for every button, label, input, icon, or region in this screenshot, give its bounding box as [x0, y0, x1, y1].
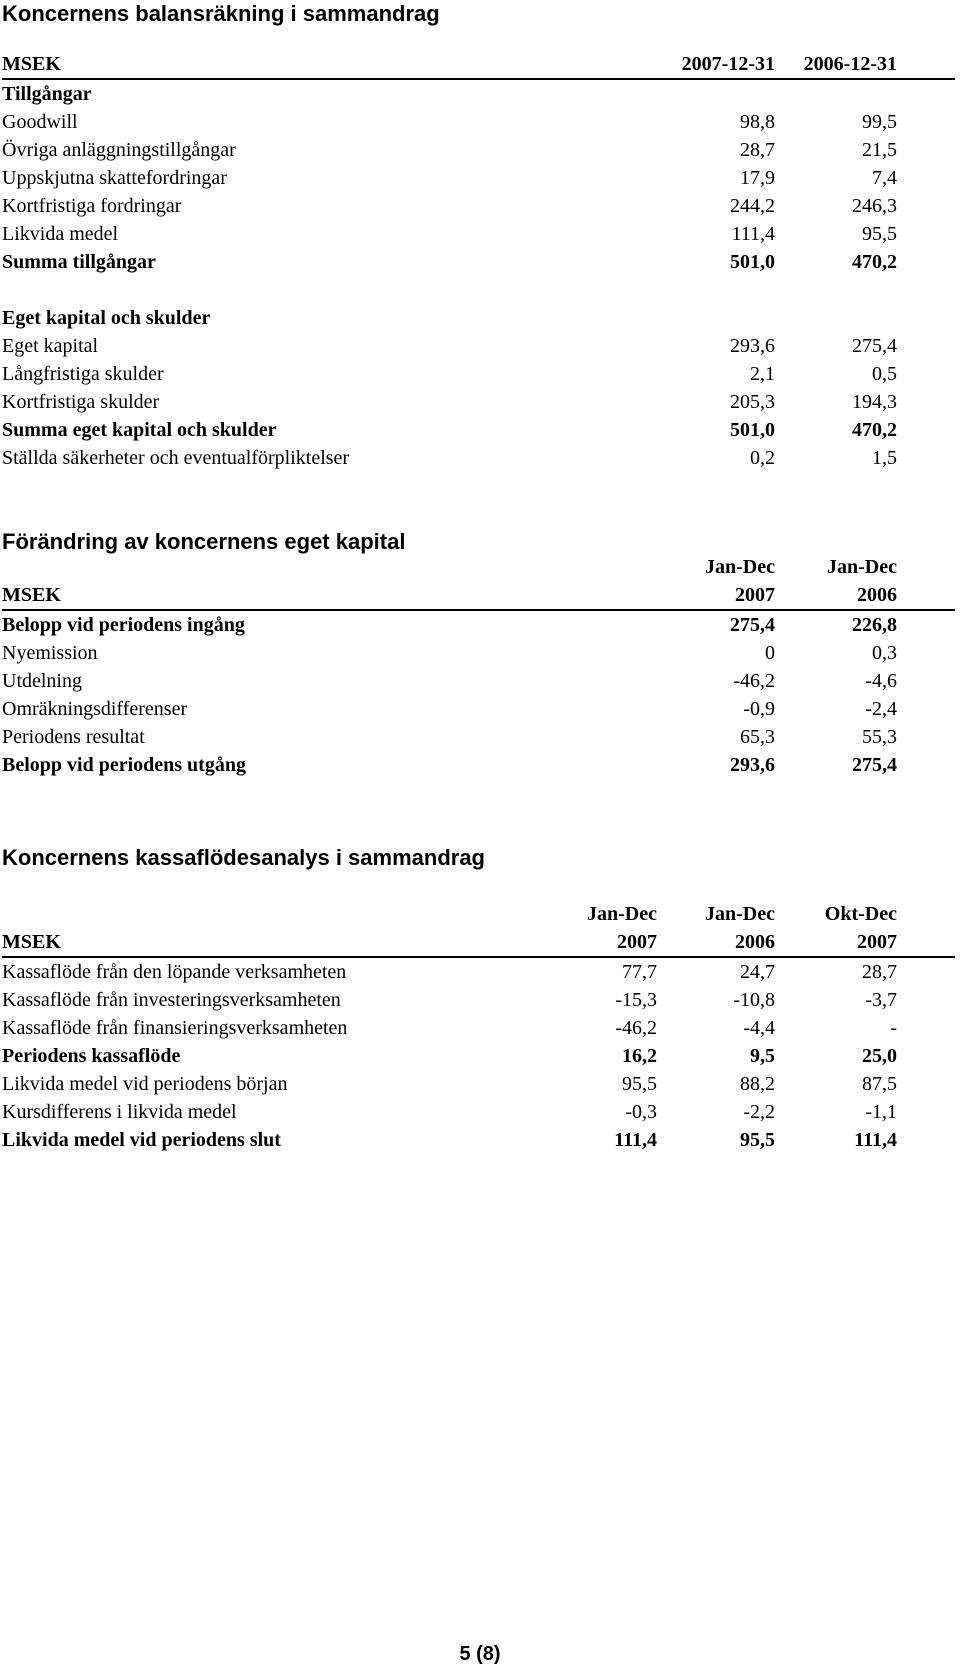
equity-table: [2, 553, 955, 779]
table-row: [2, 611, 955, 639]
table-row-label: Periodens kassaflöde: [2, 1045, 181, 1067]
table-row-label: Kassaflöde från finansieringsverksamheten: [2, 1017, 348, 1039]
table-row-label: Likvida medel vid periodens början: [2, 1073, 288, 1095]
table-row-value-1: 293,6: [730, 335, 775, 357]
column-header-value-2: 2006: [857, 584, 897, 606]
table-row: [2, 416, 955, 444]
table-row-value-2: 95,5: [862, 223, 897, 245]
cashflow-title: Koncernens kassaflödesanalys i sammandrag: [2, 845, 485, 870]
table-row-label: Kassaflöde från investeringsverksamheten: [2, 989, 341, 1011]
table-row-label: Goodwill: [2, 111, 78, 133]
table-row-value-1: 111,4: [614, 1129, 657, 1151]
table-row-value-2: 1,5: [872, 447, 897, 469]
table-row-value-1: 111,4: [731, 223, 775, 245]
table-row-label: Ställda säkerheter och eventualförpliktelser: [2, 447, 350, 469]
table-row-value-2: 275,4: [852, 335, 897, 357]
table-row-value-2: 470,2: [852, 419, 897, 441]
table-row-value-1: 28,7: [740, 139, 775, 161]
table-row-value-1: -0,9: [743, 698, 775, 720]
table-row: [2, 108, 955, 136]
table-row: [2, 192, 955, 220]
table-row-value-3: -3,7: [865, 989, 897, 1011]
table-row-label: Uppskjutna skattefordringar: [2, 167, 227, 189]
table-row-label: Utdelning: [2, 670, 82, 692]
table-row-value-1: 293,6: [730, 754, 775, 776]
table-row: [2, 360, 955, 388]
column-header-period: [2, 553, 955, 581]
table-row-label: Eget kapital: [2, 335, 99, 357]
table-row-value-1: 65,3: [740, 726, 775, 748]
table-row-label: Övriga anläggningstillgångar: [2, 139, 236, 161]
column-header-period-value-2: Jan-Dec: [827, 556, 897, 578]
column-header-value-3: 2007: [857, 931, 897, 953]
table-row-label: Nyemission: [2, 642, 98, 664]
table-row-label: Periodens resultat: [2, 726, 145, 748]
column-header-period-value-1: Jan-Dec: [587, 903, 657, 925]
equity-title: Förändring av koncernens eget kapital: [2, 529, 406, 554]
column-header-period-value-1: Jan-Dec: [705, 556, 775, 578]
table-row-value-2: 226,8: [852, 614, 897, 636]
table-row-value-2: 0,5: [872, 363, 897, 385]
table-row-label: Belopp vid periodens ingång: [2, 614, 245, 636]
table-row-value-1: 244,2: [730, 195, 775, 217]
table-row-value-2: 95,5: [740, 1129, 775, 1151]
table-row-value-1: 205,3: [730, 391, 775, 413]
table-row-value-1: 17,9: [740, 167, 775, 189]
table-row-value-2: 7,4: [872, 167, 897, 189]
table-row: [2, 444, 955, 472]
table-row: [2, 164, 955, 192]
table-row-value-1: -46,2: [615, 1017, 657, 1039]
table-row-value-2: -2,2: [743, 1101, 775, 1123]
table-row-value-1: 501,0: [730, 419, 775, 441]
column-header-label: MSEK: [2, 584, 61, 606]
table-row: [2, 332, 955, 360]
table-row-value-2: 275,4: [852, 754, 897, 776]
table-row: [2, 1042, 955, 1070]
table-row-value-3: 87,5: [862, 1073, 897, 1095]
table-row: [2, 248, 955, 276]
table-row-value-2: 9,5: [750, 1045, 775, 1067]
column-header-period: [2, 900, 955, 928]
table-row: [2, 136, 955, 164]
table-row-value-3: 28,7: [862, 961, 897, 983]
table-row-value-2: -4,4: [743, 1017, 775, 1039]
table-row-value-2: -2,4: [865, 698, 897, 720]
table-row-label: Belopp vid periodens utgång: [2, 754, 246, 776]
table-row-value-3: 111,4: [854, 1129, 897, 1151]
table-row-value-3: -1,1: [865, 1101, 897, 1123]
table-row: [2, 80, 955, 108]
row-spacer: [2, 276, 955, 304]
table-row-value-2: 24,7: [740, 961, 775, 983]
table-row: [2, 1014, 955, 1042]
balance-table: [2, 50, 955, 472]
table-row-label: Omräkningsdifferenser: [2, 698, 188, 720]
table-row-value-1: 0,2: [750, 447, 775, 469]
table-row-label: Kursdifferens i likvida medel: [2, 1101, 237, 1123]
table-row-value-1: -46,2: [733, 670, 775, 692]
table-row-value-1: 16,2: [622, 1045, 657, 1067]
table-row-label: Eget kapital och skulder: [2, 307, 211, 329]
table-row-label: Kortfristiga skulder: [2, 391, 160, 413]
table-row: [2, 304, 955, 332]
column-header-value-2: 2006-12-31: [803, 53, 897, 75]
table-row-label: Summa tillgångar: [2, 251, 156, 273]
table-row-value-3: 25,0: [862, 1045, 897, 1067]
table-row-value-1: 501,0: [730, 251, 775, 273]
table-row: [2, 1126, 955, 1154]
table-row-value-1: 77,7: [622, 961, 657, 983]
table-row-label: Kortfristiga fordringar: [2, 195, 182, 217]
table-row: [2, 388, 955, 416]
table-row-value-2: -4,6: [865, 670, 897, 692]
table-row-value-3: -: [890, 1017, 897, 1039]
table-row-value-2: -10,8: [733, 989, 775, 1011]
table-row-value-2: 0,3: [872, 642, 897, 664]
table-row: [2, 723, 955, 751]
table-row-value-1: -0,3: [625, 1101, 657, 1123]
column-header-label: MSEK: [2, 931, 61, 953]
table-row: [2, 1070, 955, 1098]
table-row-value-1: 275,4: [730, 614, 775, 636]
table-row-value-1: 98,8: [740, 111, 775, 133]
column-header-label: MSEK: [2, 53, 61, 75]
table-row-label: Kassaflöde från den löpande verksamheten: [2, 961, 347, 983]
table-row-label: Summa eget kapital och skulder: [2, 419, 277, 441]
table-row-value-1: -15,3: [615, 989, 657, 1011]
table-row-value-2: 470,2: [852, 251, 897, 273]
table-row-value-2: 99,5: [862, 111, 897, 133]
table-row: [2, 958, 955, 986]
table-row: [2, 220, 955, 248]
table-row-value-1: 0: [765, 642, 775, 664]
table-row: [2, 986, 955, 1014]
column-header-period-value-3: Okt-Dec: [824, 903, 897, 925]
table-row: [2, 639, 955, 667]
table-row: [2, 667, 955, 695]
table-row: [2, 751, 955, 779]
column-header: [2, 928, 955, 958]
table-row-label: Långfristiga skulder: [2, 363, 164, 385]
column-header-value-2: 2006: [735, 931, 775, 953]
page-number: 5 (8): [459, 1643, 501, 1665]
table-row-value-2: 55,3: [862, 726, 897, 748]
balance-title: Koncernens balansräkning i sammandrag: [2, 1, 440, 26]
table-row: [2, 1098, 955, 1126]
table-row-label: Likvida medel: [2, 223, 119, 245]
cashflow-table: [2, 900, 955, 1154]
table-row-label: Tillgångar: [2, 83, 92, 105]
column-header-value-1: 2007: [735, 584, 775, 606]
column-header-value-1: 2007-12-31: [681, 53, 775, 75]
table-row-value-2: 21,5: [862, 139, 897, 161]
table-row-value-2: 246,3: [852, 195, 897, 217]
table-row-value-2: 194,3: [852, 391, 897, 413]
column-header: [2, 50, 955, 80]
column-header-value-1: 2007: [617, 931, 657, 953]
table-row-value-1: 2,1: [750, 363, 775, 385]
table-row: [2, 695, 955, 723]
table-row-label: Likvida medel vid periodens slut: [2, 1129, 281, 1151]
column-header-period-value-2: Jan-Dec: [705, 903, 775, 925]
table-row-value-1: 95,5: [622, 1073, 657, 1095]
column-header: [2, 581, 955, 611]
table-row-value-2: 88,2: [740, 1073, 775, 1095]
